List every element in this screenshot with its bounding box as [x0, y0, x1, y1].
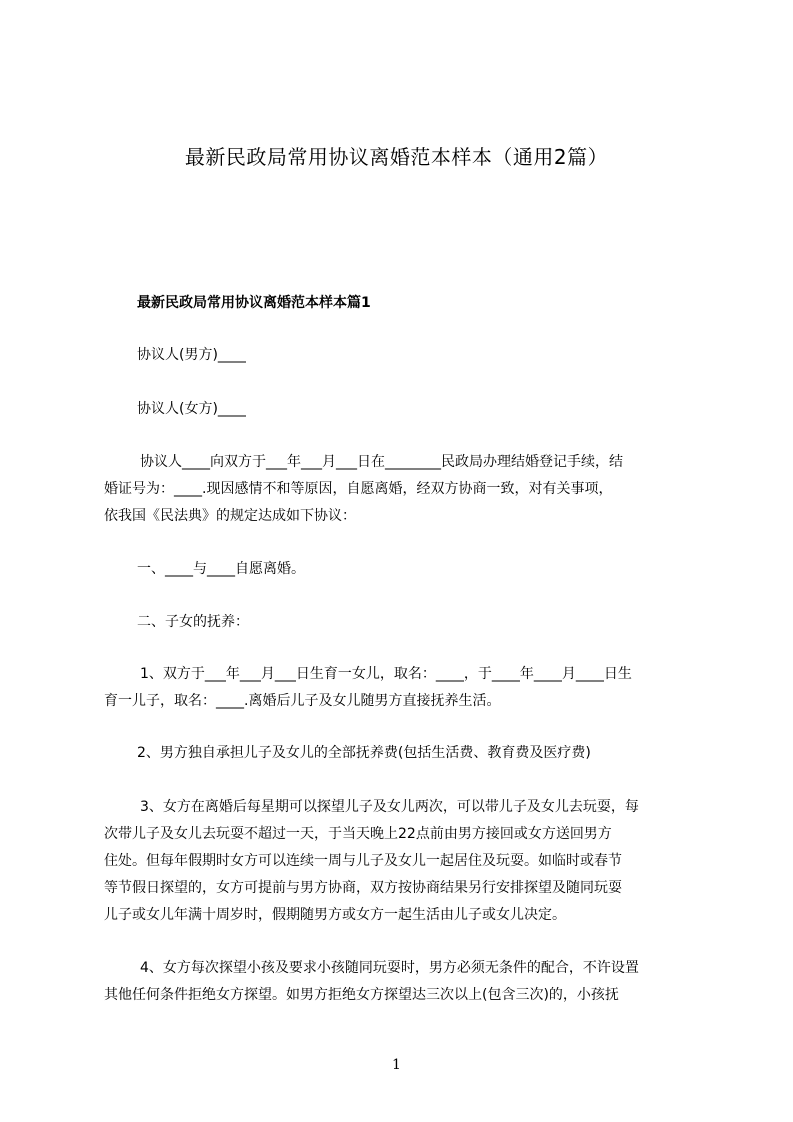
item-3-line-3: 住处。但每年假期时女方可以连续一周与儿子及女儿一起居住及玩耍。如临时或春节 — [104, 853, 622, 869]
party-male-line: 协议人(男方)____ — [137, 347, 246, 363]
party-female-line: 协议人(女方)____ — [137, 401, 246, 417]
item-1-line-2: 育一儿子，取名：____.离婚后儿子及女儿随男方直接抚养生活。 — [104, 693, 501, 709]
item-2: 2、男方独自承担儿子及女儿的全部抚养费(包括生活费、教育费及医疗费) — [137, 745, 591, 761]
item-3-line-1: 3、女方在离婚后每星期可以探望儿子及女儿两次，可以带儿子及女儿去玩耍，每 — [140, 799, 639, 815]
intro-line-3: 依我国《民法典》的规定达成如下协议： — [104, 508, 356, 524]
page-number: 1 — [392, 1057, 401, 1073]
clause-1: 一、____与____自愿离婚。 — [137, 561, 305, 577]
item-4-line-2: 其他任何条件拒绝女方探望。如男方拒绝女方探望达三次以上(包含三次)的，小孩抚 — [104, 987, 619, 1003]
item-3-line-2: 次带儿子及女儿去玩耍不超过一天，于当天晚上22点前由男方接回或女方送回男方 — [104, 826, 612, 842]
item-1-line-1: 1、双方于___年___月___日生育一女儿，取名：____，于____年____月____日生 — [140, 666, 632, 682]
item-4-line-1: 4、女方每次探望小孩及要求小孩随同玩耍时，男方必须无条件的配合，不许设置 — [140, 960, 639, 976]
item-3-line-4: 等节假日探望的，女方可提前与男方协商，双方按协商结果另行安排探望及随同玩耍 — [104, 880, 622, 896]
document-title: 最新民政局常用协议离婚范本样本（通用2篇） — [184, 145, 609, 169]
item-3-line-5: 儿子或女儿年满十周岁时，假期随男方或女方一起生活由儿子或女儿决定。 — [104, 907, 566, 923]
intro-line-2: 婚证号为：____.现因感情不和等原因，自愿离婚，经双方协商一致，对有关事项， — [104, 481, 613, 497]
clause-2: 二、子女的抚养： — [137, 614, 249, 630]
intro-line-1: 协议人____向双方于___年___月___日在________民政局办理结婚登记手续，结 — [140, 454, 623, 470]
section-heading: 最新民政局常用协议离婚范本样本篇1 — [137, 295, 371, 311]
